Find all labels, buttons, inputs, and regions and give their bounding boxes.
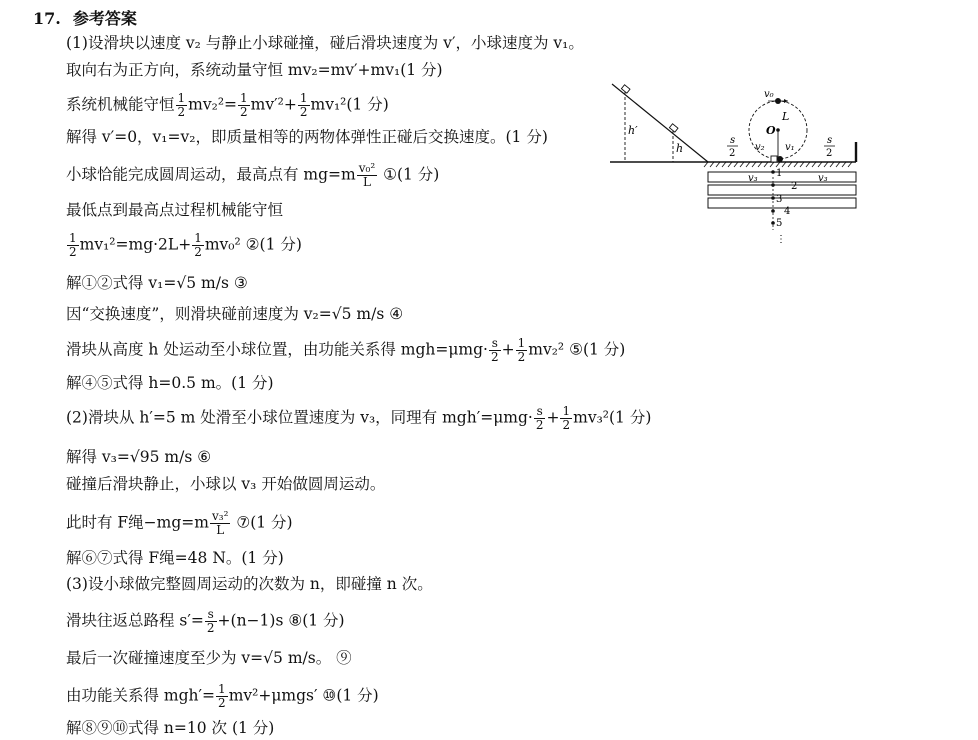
frac-den: 2: [490, 350, 499, 364]
frac-num: 1: [69, 231, 77, 245]
slider-top: [621, 85, 630, 93]
label-1: 1: [776, 168, 783, 179]
line-10-a: 滑块从高度 h 处运动至小球位置，由功能关系得 mgh=μmg·: [66, 340, 488, 359]
line-12-c: mv₃²(1 分): [573, 408, 652, 427]
point-5: [771, 221, 775, 225]
label-4: 4: [784, 206, 791, 217]
slider-bottom: [771, 156, 777, 162]
line-9: 因“交换速度”，则滑块碰前速度为 v₂=√5 m/s ④: [66, 305, 404, 323]
label-h-prime: h′: [628, 124, 638, 137]
line-18-b: +(n−1)s ⑧(1 分): [217, 611, 345, 630]
label-v2: v₂: [755, 142, 765, 153]
point-4: [771, 209, 775, 213]
label-3: 3: [776, 194, 783, 205]
line-3-b: mv₂²=: [188, 95, 238, 114]
fraction-v0sq-over-L: [357, 162, 377, 189]
line-3: [66, 92, 389, 119]
line-6: 最低点到最高点过程机械能守恒: [66, 201, 284, 219]
label-dots: ⋮: [776, 234, 786, 245]
incline-line: [612, 84, 708, 162]
point-1: [771, 170, 775, 174]
physics-diagram: [608, 80, 864, 248]
line-12-b: +: [546, 408, 560, 427]
fraction-s-over-2: [489, 337, 501, 364]
slider-mid: [669, 124, 678, 132]
line-3-c: mv′²+: [250, 95, 297, 114]
ground-hatching: [704, 162, 852, 167]
ball-bottom: [777, 156, 783, 162]
problem-number: 17.: [33, 9, 61, 28]
frac-num: s: [534, 405, 546, 419]
fraction-half: [192, 232, 204, 259]
line-15-b: ⑦(1 分): [231, 513, 293, 532]
frac-num: s: [489, 337, 501, 351]
line-1: (1)设滑块以速度 v₂ 与静止小球碰撞，碰后滑块速度为 v′，小球速度为 v₁。: [66, 34, 584, 52]
frac-den: 2: [299, 105, 308, 119]
line-3-a: 系统机械能守恒: [66, 95, 175, 114]
line-5-a: 小球恰能完成圆周运动，最高点有 mg=m: [66, 165, 356, 184]
frac-num: s: [205, 608, 217, 622]
line-4: 解得 v′=0，v₁=v₂，即质量相等的两物体弹性正碰后交换速度。(1 分): [66, 128, 548, 146]
fraction-s-over-2: [205, 608, 217, 635]
line-7: [66, 232, 302, 259]
label-O: O: [766, 124, 776, 137]
label-h: h: [676, 142, 684, 155]
line-13: 解得 v₃=√95 m/s ⑥: [66, 448, 212, 466]
frac-den: 2: [177, 105, 186, 119]
fraction-s-over-2: [534, 405, 546, 432]
fraction-half: [238, 92, 250, 119]
frac-den: 2: [218, 696, 226, 710]
fraction-half: [560, 405, 572, 432]
fraction-v3sq-over-L: [210, 510, 230, 537]
center-O: [776, 128, 780, 132]
line-15: [66, 510, 293, 537]
frac-den: L: [362, 175, 371, 189]
frac-num: 1: [562, 404, 571, 418]
label-v1: v₁: [785, 142, 795, 153]
line-21: 解⑧⑨⑩式得 n=10 次 (1 分): [66, 719, 275, 737]
frac-den: 2: [562, 418, 571, 432]
frac-den: L: [216, 523, 225, 537]
fraction-half: [298, 92, 310, 119]
frac-num: 1: [218, 682, 226, 696]
label-s-right-den: 2: [826, 148, 833, 159]
problem-heading: [33, 6, 137, 29]
label-v0: v₀: [764, 89, 774, 100]
frac-den: 2: [517, 350, 526, 364]
fraction-half: [67, 232, 79, 259]
frac-den: 2: [206, 621, 215, 635]
line-2: 取向右为正方向，系统动量守恒 mv₂=mv′+mv₁(1 分): [66, 61, 443, 79]
frac-num: 1: [177, 91, 186, 105]
label-L: L: [782, 110, 790, 123]
frac-den: 2: [69, 245, 77, 259]
frac-den: 2: [240, 105, 248, 119]
frac-num: 1: [240, 91, 248, 105]
line-14: 碰撞后滑块静止，小球以 v₃ 开始做圆周运动。: [66, 475, 386, 493]
label-s-right-num: s: [827, 135, 833, 146]
frac-den: 2: [535, 418, 544, 432]
frac-num: 1: [299, 91, 308, 105]
label-s-left-num: s: [730, 135, 736, 146]
line-12: [66, 405, 651, 432]
line-15-a: 此时有 F绳−mg=m: [66, 513, 209, 532]
line-12-a: (2)滑块从 h′=5 m 处滑至小球位置速度为 v₃，同理有 mgh′=μmg·: [66, 408, 533, 427]
line-11: 解④⑤式得 h=0.5 m。(1 分): [66, 374, 274, 392]
label-5: 5: [776, 218, 783, 229]
label-v3-left: v₃: [748, 173, 758, 184]
line-17: (3)设小球做完整圆周运动的次数为 n，即碰撞 n 次。: [66, 575, 433, 593]
line-18: [66, 608, 345, 635]
line-20-b: mv²+μmgs′ ⑩(1 分): [228, 686, 379, 705]
line-7-b: mv₀² ②(1 分): [204, 235, 302, 254]
fraction-half: [516, 337, 528, 364]
line-10: [66, 337, 625, 364]
line-10-b: +: [501, 340, 515, 359]
line-20-a: 由功能关系得 mgh′=: [66, 686, 216, 705]
line-16: 解⑥⑦式得 F绳=48 N。(1 分): [66, 549, 284, 567]
fraction-half: [216, 683, 228, 710]
line-3-d: mv₁²(1 分): [310, 95, 389, 114]
point-2: [771, 183, 775, 187]
frac-den: 2: [194, 245, 202, 259]
label-v3-right: v₃: [818, 173, 828, 184]
point-3: [771, 196, 775, 200]
line-19: 最后一次碰撞速度至少为 v=√5 m/s。 ⑨: [66, 649, 352, 667]
line-8: 解①②式得 v₁=√5 m/s ③: [66, 274, 248, 292]
line-20: [66, 683, 379, 710]
label-s-left-den: 2: [729, 148, 736, 159]
heading-title: 参考答案: [72, 9, 137, 28]
fraction-half: [176, 92, 188, 119]
frac-num: 1: [517, 336, 526, 350]
label-2: 2: [791, 181, 798, 192]
line-5-b: ①(1 分): [378, 165, 440, 184]
line-7-a: mv₁²=mg·2L+: [79, 235, 192, 254]
frac-num: 1: [194, 231, 202, 245]
frac-num: v₃²: [211, 509, 229, 523]
line-5: [66, 162, 439, 189]
line-10-c: mv₂² ⑤(1 分): [528, 340, 626, 359]
line-18-a: 滑块往返总路程 s′=: [66, 611, 204, 630]
frac-num: v₀²: [358, 161, 376, 175]
